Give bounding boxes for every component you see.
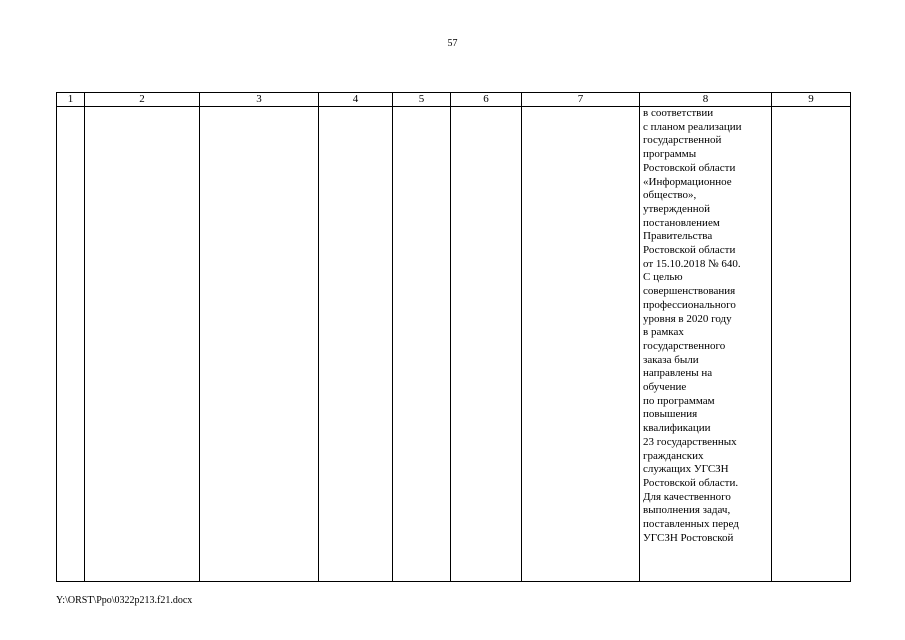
table-cell-col9 <box>772 107 851 582</box>
table-cell-col5 <box>393 107 451 582</box>
table-header-row <box>57 93 851 107</box>
table-cell-col8 <box>640 107 772 582</box>
table-row <box>57 107 851 582</box>
column-header-3: 3 <box>200 93 319 107</box>
table-cell-col4 <box>319 107 393 582</box>
column-header-4: 4 <box>319 93 393 107</box>
column-header-6: 6 <box>451 93 522 107</box>
column-header-5: 5 <box>393 93 451 107</box>
table-cell-col6 <box>451 107 522 582</box>
table-cell-col7 <box>522 107 640 582</box>
column-header-9: 9 <box>772 93 851 107</box>
table-cell-col2 <box>85 107 200 582</box>
table-cell-col1 <box>57 107 85 582</box>
page-number: 57 <box>447 38 458 49</box>
cell-text-body: в соответствии с планом реализации государственной программы Ростовской области «Информационное общество», утвержденной постановлением Правительства Ростовской области от 15.10.2018 № 640. С целью совершенствования профессионального уровня в 2020 году в рамках государственного заказа были направлены на обучение по программам повышения квалификации 23 государственных гражданских служащих УГСЗН Ростовской области. Для качественного выполнения задач, поставленных перед УГСЗН Ростовской <box>643 107 742 544</box>
column-header-2: 2 <box>85 93 200 107</box>
column-header-7: 7 <box>522 93 640 107</box>
document-table <box>56 92 851 582</box>
footer-file-path: Y:\ORST\Ppo\0322p213.f21.docx <box>56 595 193 606</box>
column-header-1: 1 <box>57 93 85 107</box>
column-header-8: 8 <box>640 93 772 107</box>
table-cell-col3 <box>200 107 319 582</box>
